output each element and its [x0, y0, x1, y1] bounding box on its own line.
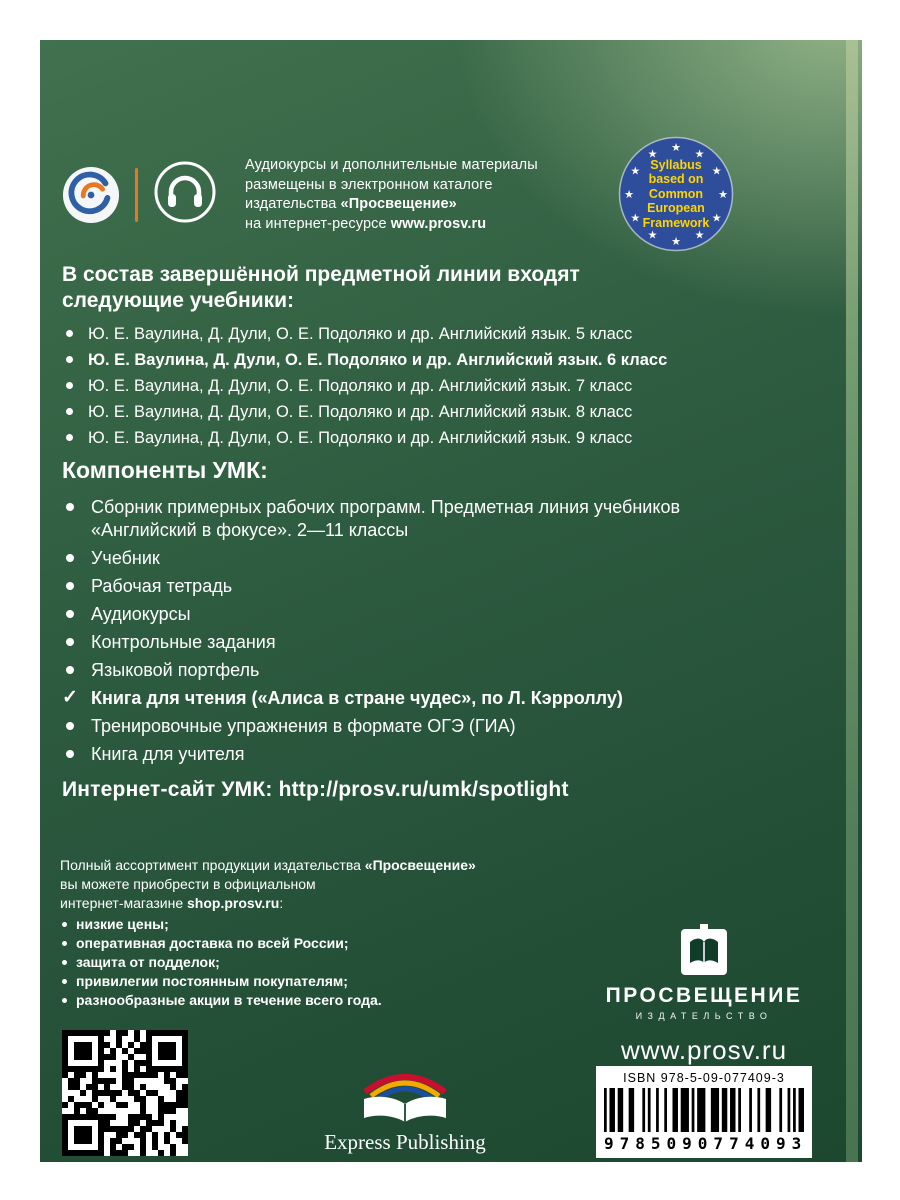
cover-background [40, 40, 862, 1162]
svg-text:★: ★ [694, 148, 705, 161]
bullet-icon [66, 554, 74, 562]
list-item: Ю. Е. Ваулина, Д. Дули, О. Е. Подоляко и др. Английский язык. 8 класс [62, 402, 802, 422]
list-item: оперативная доставка по всей России; [60, 934, 600, 953]
list-item: Языковой портфель [62, 659, 832, 682]
svg-text:★: ★ [711, 165, 722, 178]
shop-benefits-list [60, 915, 600, 1010]
bullet-icon [66, 356, 73, 363]
fgos-swirl-logo-icon [62, 166, 120, 224]
bullet-icon [66, 408, 73, 415]
svg-text:★: ★ [671, 236, 681, 248]
shop-intro-line: интернет-магазине shop.prosv.ru: [60, 895, 284, 911]
svg-text:★: ★ [624, 189, 634, 201]
bullet-icon [66, 722, 74, 730]
bullet-icon [66, 382, 73, 389]
barcode-bars [604, 1088, 804, 1132]
shop-intro-line: Полный ассортимент продукции издательства «Просвещение» [60, 857, 476, 873]
bullet-icon [62, 941, 67, 946]
list-item: Аудиокурсы [62, 603, 832, 626]
bullet-icon [66, 750, 74, 758]
cover-spine-highlight [846, 40, 858, 1162]
shop-url: shop.prosv.ru [187, 895, 280, 911]
divider [135, 168, 138, 222]
publisher-name: ПРОСВЕЩЕНИЕ [605, 984, 803, 1007]
list-item: Ю. Е. Ваулина, Д. Дули, О. Е. Подоляко и др. Английский язык. 7 класс [62, 376, 802, 396]
publisher-book-icon [681, 924, 727, 976]
express-publishing-label: Express Publishing [324, 1130, 486, 1154]
open-book-icon [330, 1066, 480, 1128]
info-line: издательства «Просвещение» [245, 196, 457, 212]
svg-text:★: ★ [647, 229, 658, 242]
bullet-icon [62, 998, 67, 1003]
audio-info-text [245, 156, 538, 234]
barcode-bars-icon [604, 1088, 804, 1132]
bullet-icon [66, 638, 74, 646]
svg-text:★: ★ [671, 142, 681, 154]
svg-text:★: ★ [694, 229, 705, 242]
svg-text:★: ★ [630, 165, 641, 178]
publisher-logos [62, 156, 217, 229]
cef-badge [618, 136, 734, 252]
list-item: Книга для учителя [62, 743, 832, 766]
svg-text:★: ★ [647, 148, 658, 161]
list-item: низкие цены; [60, 915, 600, 934]
list-item: Сборник примерных рабочих программ. Предметная линия учебников «Английский в фокусе». 2—11 классы [62, 496, 832, 542]
bullet-icon [62, 922, 67, 927]
bullet-icon [62, 979, 67, 984]
check-icon: ✓ [62, 687, 78, 708]
svg-text:★: ★ [711, 212, 722, 225]
info-line: размещены в электронном каталоге [245, 176, 493, 193]
series-section [62, 262, 802, 454]
publisher-url: www.prosv.ru [390, 215, 487, 232]
svg-text:★: ★ [630, 212, 641, 225]
components-list [62, 496, 832, 766]
list-item: Рабочая тетрадь [62, 575, 832, 598]
badge-text: Syllabus based on Common European Framework [642, 157, 710, 230]
list-item: привилегии постоянным покупателям; [60, 972, 600, 991]
bullet-icon [66, 503, 74, 511]
list-item: Учебник [62, 547, 832, 570]
list-item: Ю. Е. Ваулина, Д. Дули, О. Е. Подоляко и др. Английский язык. 9 класс [62, 428, 802, 448]
bullet-icon [62, 960, 67, 965]
list-item: Тренировочные упражнения в формате ОГЭ (ГИА) [62, 715, 832, 738]
svg-text:★: ★ [718, 189, 728, 201]
qr-code [62, 1030, 188, 1156]
publisher-subtitle: ИЗДАТЕЛЬСТВО [635, 1011, 773, 1021]
shop-intro-line: вы можете приобрести в официальном [60, 876, 316, 892]
info-line: Аудиокурсы и дополнительные материалы [245, 157, 538, 173]
isbn-barcode [596, 1066, 812, 1158]
list-item: защита от подделок; [60, 953, 600, 972]
list-item: Контрольные задания [62, 631, 832, 654]
series-heading: В состав завершённой предметной линии входят следующие учебники: [62, 263, 580, 312]
components-heading: Компоненты УМК: [62, 457, 268, 483]
list-item: разнообразные акции в течение всего года. [60, 991, 600, 1010]
express-publishing-logo [288, 1066, 522, 1155]
bullet-icon [66, 582, 74, 590]
bullet-icon [66, 666, 74, 674]
list-item-reader-book: ✓ Книга для чтения («Алиса в стране чудес», по Л. Кэрроллу) [62, 687, 623, 708]
info-line: на интернет-ресурсе www.prosv.ru [245, 215, 487, 232]
umk-website: Интернет-сайт УМК: http://prosv.ru/umk/spotlight [62, 778, 569, 801]
headphones-icon [153, 160, 217, 229]
publisher-website: www.prosv.ru [620, 1035, 788, 1065]
prosveshchenie-logo [596, 924, 812, 1066]
list-item: Ю. Е. Ваулина, Д. Дули, О. Е. Подоляко и др. Английский язык. 6 класс [62, 350, 802, 370]
shop-section [60, 856, 600, 1010]
list-item: Ю. Е. Ваулина, Д. Дули, О. Е. Подоляко и др. Английский язык. 5 класс [62, 324, 802, 344]
components-section [62, 456, 832, 771]
series-list [62, 324, 802, 448]
barcode-digits: 9785090774093 [604, 1134, 808, 1153]
isbn-label: ISBN 978-5-09-077409-3 [623, 1071, 785, 1085]
bullet-icon [66, 330, 73, 337]
top-row [62, 156, 538, 234]
bullet-icon [66, 610, 74, 618]
bullet-icon [66, 434, 73, 441]
